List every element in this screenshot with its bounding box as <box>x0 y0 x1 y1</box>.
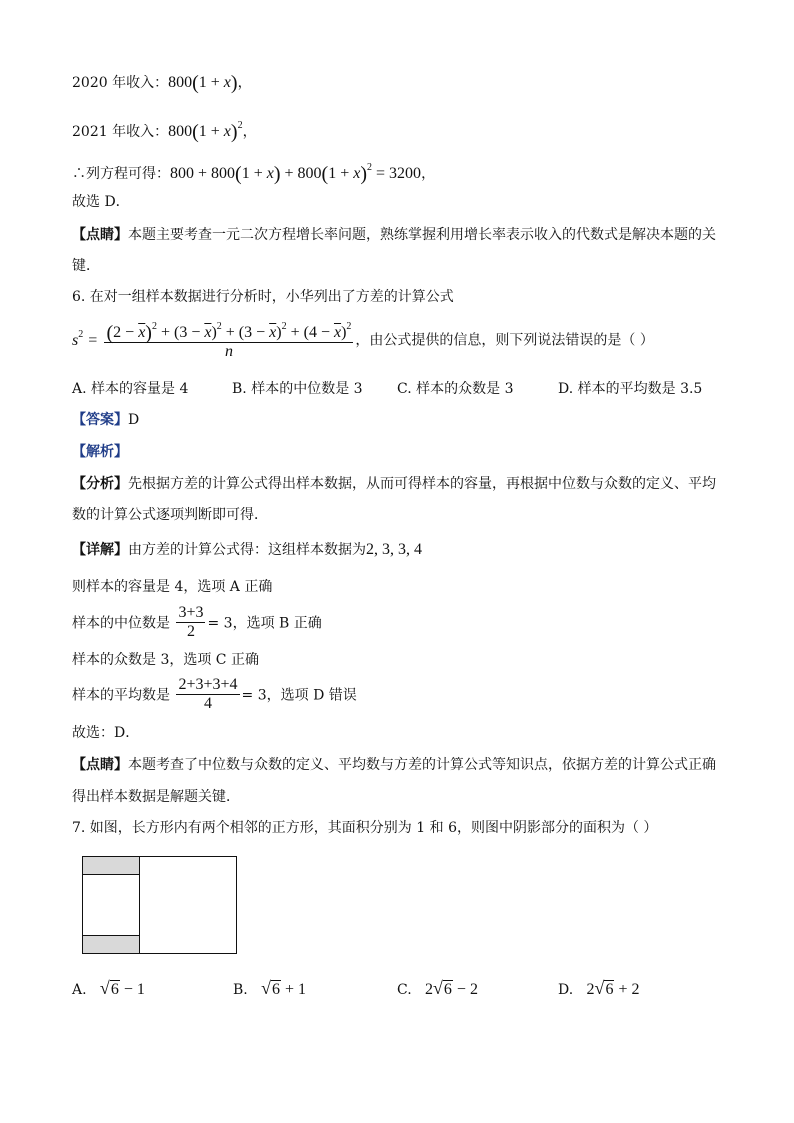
shaded-region-top <box>83 857 139 875</box>
q7-option-d[interactable] <box>558 978 639 1000</box>
left-squares-column <box>83 857 140 953</box>
step-choose: 故选：D． <box>72 725 140 741</box>
line-equation <box>72 158 435 184</box>
q6-question-tail: ，由公式提供的信息，则下列说法错误的是（ ） <box>355 332 654 349</box>
tag-xiangjie: 【详解】 <box>72 542 128 558</box>
text-suffix: = 3，选项 B 正确 <box>207 615 322 632</box>
tag-dianjing: 【点睛】 <box>72 757 128 773</box>
shaded-region-bottom <box>83 935 139 953</box>
answer-line <box>72 410 139 430</box>
text-label: 2021 年收入： <box>72 124 169 140</box>
analysis-tag-line <box>72 442 128 462</box>
math-s2: $s^2$ = <box>72 329 99 349</box>
option-label: D. <box>558 982 574 998</box>
q6-option-a[interactable]: A. 样本的容量是 4 <box>72 381 189 397</box>
q7-option-c[interactable] <box>397 978 478 1000</box>
math-tail: + 1 <box>281 981 307 998</box>
radicand: 6 <box>605 981 614 998</box>
q6-option-d[interactable]: D. 样本的平均数是 3.5 <box>558 381 703 397</box>
math-tail: + 2 <box>614 981 640 998</box>
step-mean <box>72 676 357 713</box>
option-math <box>261 978 307 998</box>
text-label: ∴列方程可得： <box>72 166 170 182</box>
tag-dianjing: 【点睛】 <box>72 227 128 243</box>
variance-formula-line <box>72 318 654 361</box>
option-math <box>586 978 640 998</box>
line-2020-income <box>72 73 252 93</box>
step-median <box>72 604 322 641</box>
fraction-numerator: 2+3+3+4 <box>178 676 238 693</box>
dianjing-paragraph <box>72 225 716 245</box>
math-head: 2 <box>425 981 434 998</box>
math-tail: − 1 <box>119 981 145 998</box>
small-square <box>83 875 139 935</box>
dianjing-cont: 键． <box>72 258 100 274</box>
option-label: A. <box>72 982 87 998</box>
q6-option-c[interactable]: C. 样本的众数是 3 <box>397 381 514 397</box>
q7-option-a[interactable] <box>72 978 145 1000</box>
math-expr: 800(1 + x) <box>168 72 238 94</box>
option-label: C. <box>397 982 412 998</box>
variance-fraction <box>104 318 353 361</box>
xiangjie-paragraph <box>72 540 422 560</box>
q6-option-b[interactable]: B. 样本的中位数是 3 <box>232 381 363 397</box>
radicand: 6 <box>272 981 280 998</box>
dianjing2-paragraph <box>72 755 716 775</box>
fraction-denominator: 2 <box>186 623 195 640</box>
radicand: 6 <box>443 981 452 998</box>
step-mode: 样本的众数是 3，选项 C 正确 <box>72 652 259 668</box>
text-label: 样本的平均数是 <box>72 687 170 704</box>
sample-data: 2, 3, 3, 4 <box>366 541 422 558</box>
option-label: B. <box>233 982 248 998</box>
line-2021-income <box>72 116 257 142</box>
q7-option-b[interactable] <box>233 978 306 1000</box>
math-expr: $800(1 + x)^2$ <box>168 120 243 143</box>
tag-analysis: 【解析】 <box>72 444 128 460</box>
fraction-denominator: n <box>224 343 233 360</box>
dianjing2-text: 本题考查了中位数与众数的定义、平均数与方差的计算公式等知识点，依据方差的计算公式正确 <box>128 757 716 773</box>
tag-answer: 【答案】 <box>72 412 128 428</box>
math-expr: $800 + 800(1 + x) + 800(1 + x)^2 = 3200$ <box>170 162 422 185</box>
dianjing-text: 本题主要考查一元二次方程增长率问题，熟练掌握利用增长率表示收入的代数式是解决本题的关 <box>128 227 716 243</box>
dianjing2-cont: 得出样本数据是解题关键． <box>72 789 240 805</box>
text-label: 样本的中位数是 <box>72 615 170 632</box>
fenxi-text: 先根据方差的计算公式得出样本数据，从而可得样本的容量，再根据中位数与众数的定义、平均 <box>128 476 716 492</box>
mean-fraction <box>176 676 239 713</box>
step-capacity: 则样本的容量是 4，选项 A 正确 <box>72 579 273 595</box>
text-label: 2020 年收入： <box>72 75 169 91</box>
median-fraction <box>176 604 205 641</box>
punct: ， <box>421 166 436 182</box>
fraction-numerator: 3+3 <box>178 604 204 621</box>
sqrt-expr: √6 <box>99 978 119 998</box>
math-tail: − 2 <box>452 981 478 998</box>
math-head: 2 <box>586 981 595 998</box>
sqrt-expr: √6 <box>433 978 452 998</box>
tag-fenxi: 【分析】 <box>72 476 128 492</box>
radicand: 6 <box>110 981 119 998</box>
q6-title: 6. 在对一组样本数据进行分析时，小华列出了方差的计算公式 <box>72 289 454 305</box>
option-math <box>425 978 478 998</box>
answer-value: D <box>128 412 140 428</box>
sqrt-expr: √6 <box>261 978 280 998</box>
fraction-numerator: $(2 - \overline{x})^2 + (3 - \overline{x})^2 + (3 - \overline{x})^2 + (4 - \overline{x})^2$ <box>104 318 353 343</box>
punct: ， <box>242 124 257 140</box>
option-math <box>99 978 145 998</box>
punct: ， <box>237 75 252 91</box>
sqrt-expr: √6 <box>594 978 614 998</box>
q7-title: 7. 如图，长方形内有两个相邻的正方形，其面积分别为 1 和 6，则图中阴影部分的面积为（ ） <box>72 820 658 836</box>
fenxi-cont: 数的计算公式逐项判断即可得． <box>72 507 268 523</box>
rectangle-figure <box>82 856 237 954</box>
text-suffix: = 3，选项 D 错误 <box>241 687 357 704</box>
xiangjie-text: 由方差的计算公式得：这组样本数据为 <box>128 542 366 558</box>
fenxi-paragraph <box>72 474 716 494</box>
line-choose-d: 故选 D． <box>72 194 130 210</box>
fraction-denominator: 4 <box>203 695 212 712</box>
